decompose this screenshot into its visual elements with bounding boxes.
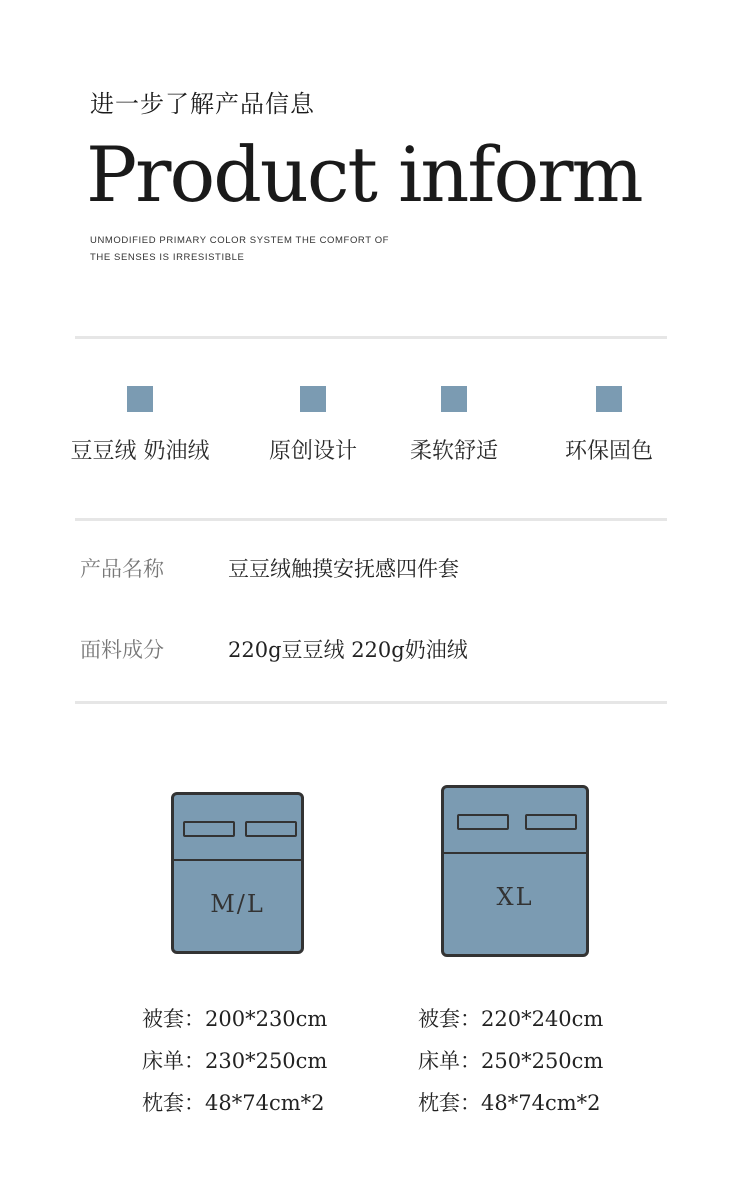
feature-square-icon [127, 386, 153, 412]
size-line-pillowcase: 枕套：48*74cm*2 [142, 1091, 325, 1115]
feature-item-fabric [50, 386, 230, 465]
pillow-icon [457, 814, 509, 830]
size-line-duvet: 被套：200*230cm [142, 1007, 328, 1031]
size-line-sheet: 床单：230*250cm [142, 1049, 328, 1073]
size-details-ml [142, 998, 327, 1124]
bed-size-label: M/L [210, 890, 265, 918]
section-heading-cn: 进一步了解产品信息 [90, 90, 315, 118]
divider-middle [75, 518, 667, 521]
feature-square-icon [596, 386, 622, 412]
spec-value-product-name: 豆豆绒触摸安抚感四件套 [228, 557, 459, 581]
feature-item-eco [519, 386, 699, 465]
subtitle-line-1: UNMODIFIED PRIMARY COLOR SYSTEM THE COMFORT OF [90, 235, 390, 246]
spec-key-fabric: 面料成分 [80, 638, 164, 662]
divider-bottom [75, 701, 667, 704]
divider-top [75, 336, 667, 339]
duvet-fold-line [174, 859, 301, 861]
spec-value-fabric: 220g豆豆绒 220g奶油绒 [228, 638, 468, 662]
feature-label: 豆豆绒 奶油绒 [70, 439, 210, 464]
section-title-en: Product inform [86, 130, 642, 219]
bed-size-label: XL [496, 883, 534, 911]
pillow-icon [525, 814, 577, 830]
section-subtitle [90, 232, 389, 266]
feature-label: 柔软舒适 [409, 439, 498, 464]
spec-key-product-name: 产品名称 [80, 557, 164, 581]
duvet-fold-line [444, 852, 586, 854]
feature-item-soft [364, 386, 544, 465]
feature-square-icon [441, 386, 467, 412]
feature-label: 原创设计 [268, 439, 357, 464]
feature-square-icon [300, 386, 326, 412]
feature-label: 环保固色 [564, 439, 653, 464]
bed-icon-xl [441, 785, 589, 957]
size-line-pillowcase: 枕套：48*74cm*2 [418, 1091, 601, 1115]
size-line-sheet: 床单：250*250cm [418, 1049, 604, 1073]
pillow-icon [245, 821, 297, 837]
subtitle-line-2: THE SENSES IS IRRESISTIBLE [90, 252, 245, 263]
size-details-xl [418, 998, 603, 1124]
bed-icon-ml [171, 792, 304, 954]
pillow-icon [183, 821, 235, 837]
size-line-duvet: 被套：220*240cm [418, 1007, 604, 1031]
